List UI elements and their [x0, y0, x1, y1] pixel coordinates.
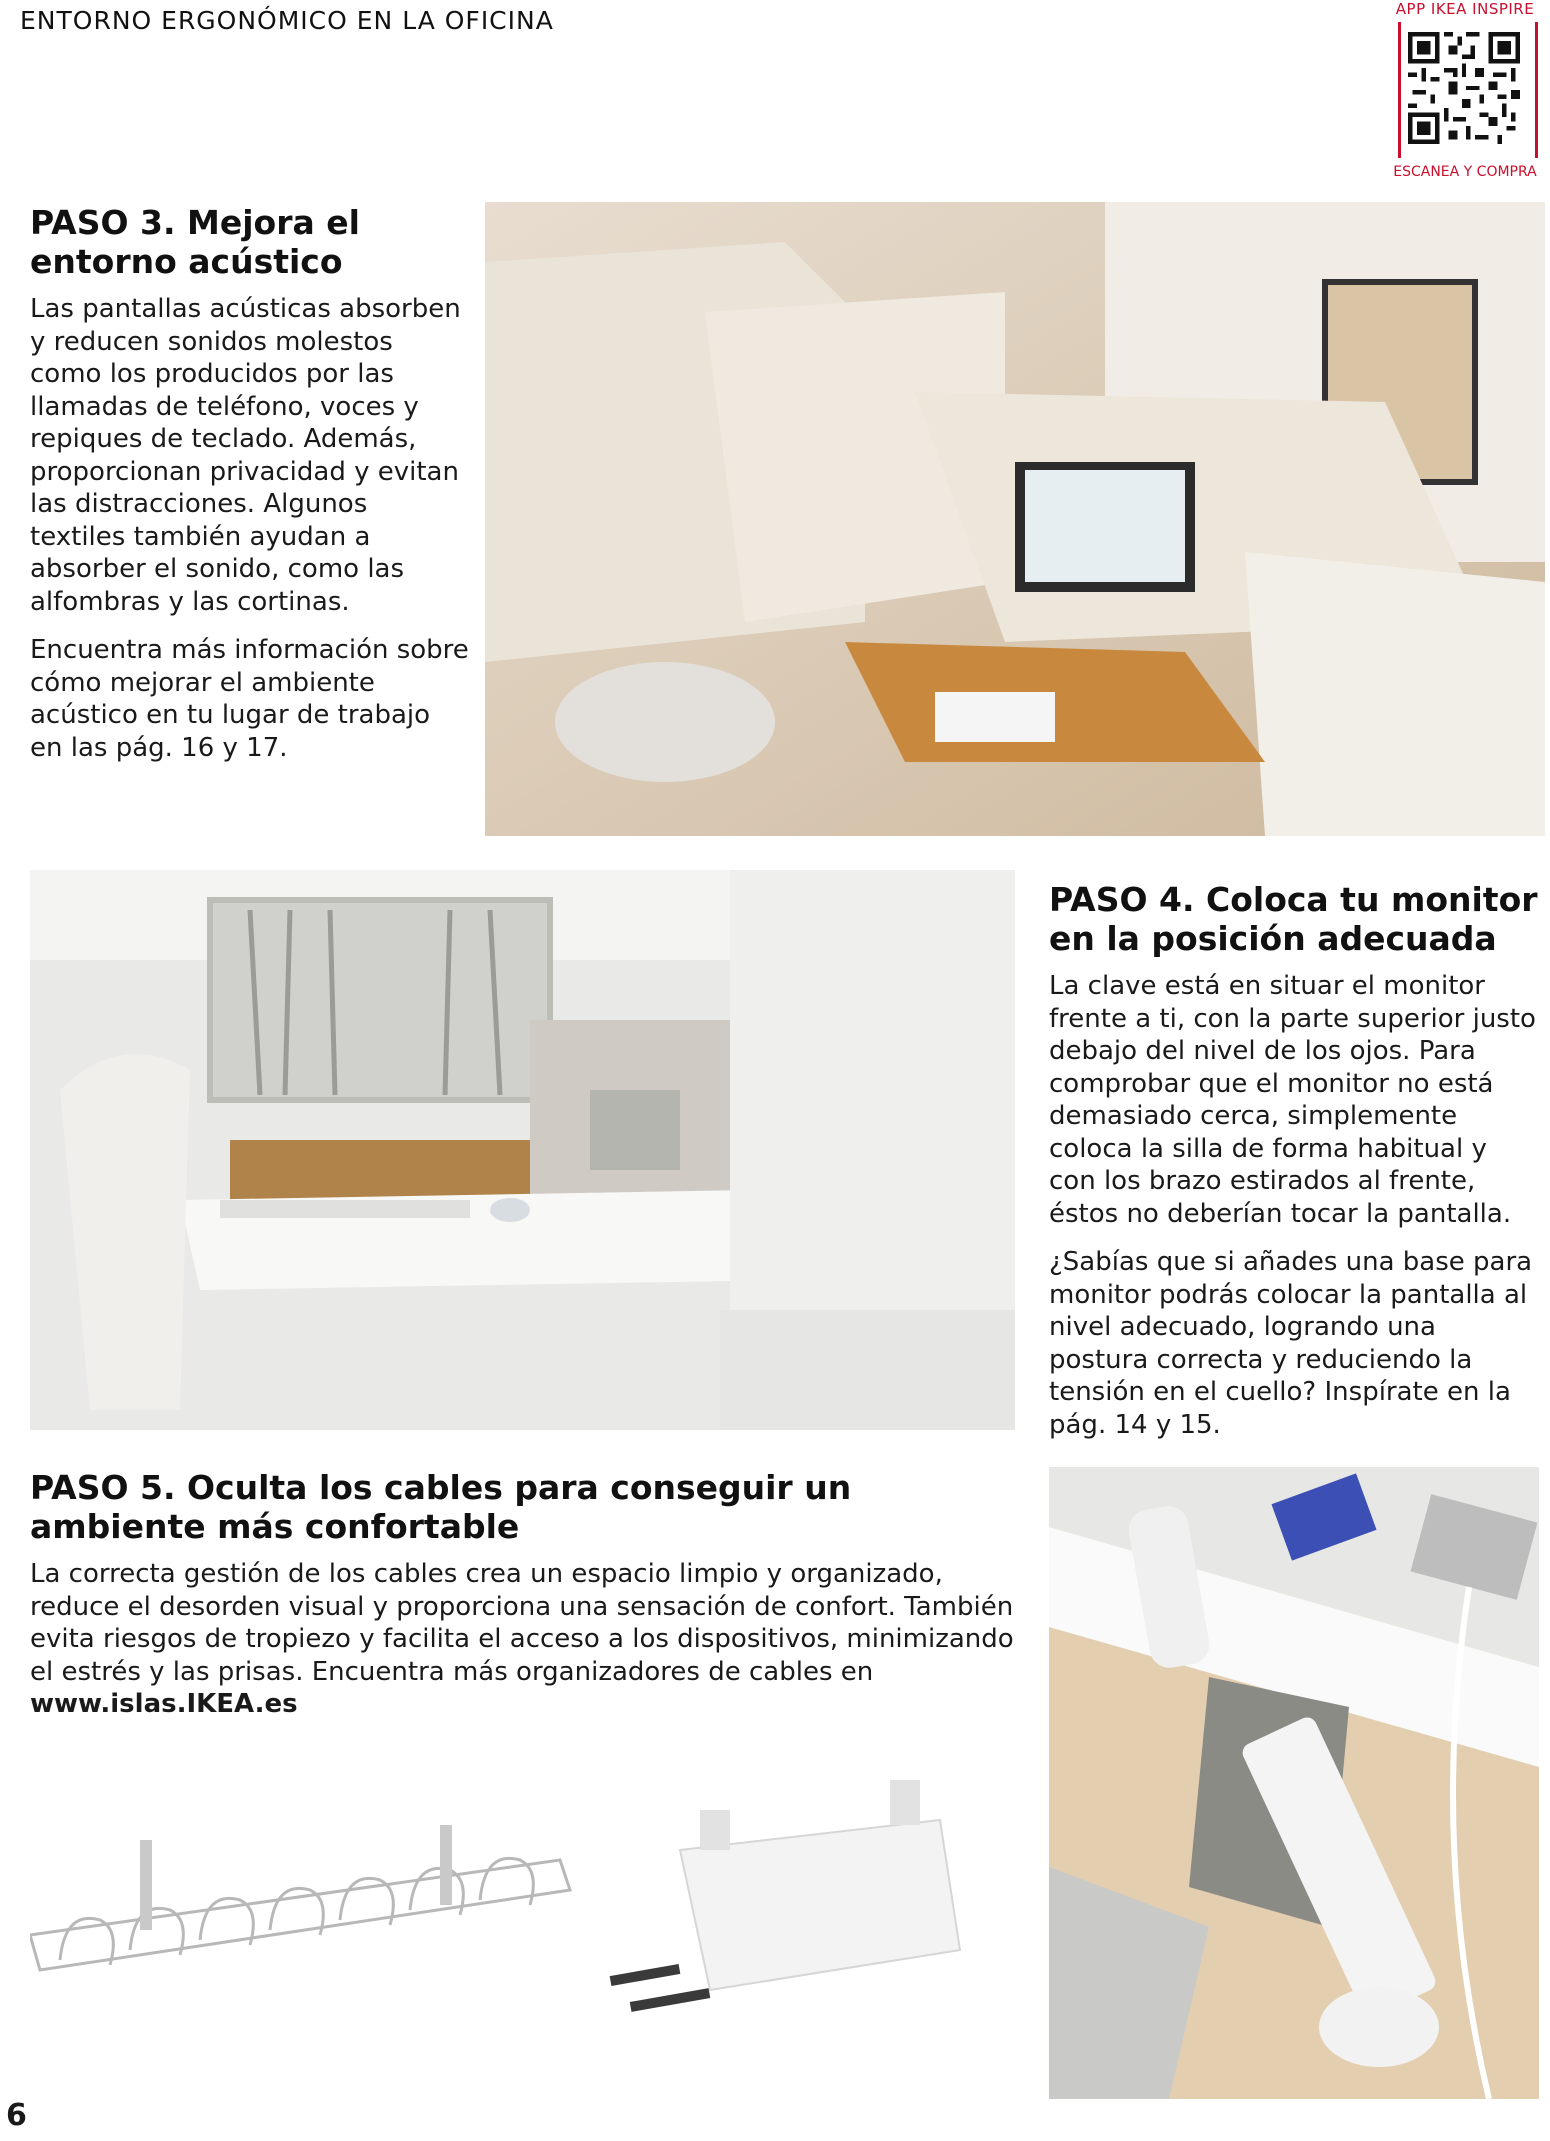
qr-bottom-label: ESCANEA Y COMPRA: [1393, 164, 1537, 180]
desk-monitor-photo: [30, 870, 1015, 1430]
cable-management-photo: [1049, 1467, 1539, 2099]
paso4-body: La clave está en situar el monitor frente a ti, con la parte superior justo debajo del nivel de los ojos. Para comprobar que el monitor no está demasiado cerca, simplemente coloca la silla de forma habitual y con los brazo estirados al frente, éstos no deberían tocar la pantalla.: [1049, 971, 1536, 1229]
paso3-title: PASO 3. Mejora el entorno acústico: [30, 203, 360, 281]
qr-top-label: APP IKEA INSPIRE: [1395, 0, 1535, 18]
paso4-title: PASO 4. Coloca tu monitor en la posición adecuada: [1049, 880, 1538, 958]
paso5-section: [30, 1468, 1030, 1721]
qr-block[interactable]: [1390, 0, 1540, 182]
paso4-tip: ¿Sabías que si añades una base para monitor podrás colocar la pantalla al nivel adecuado, logrando una postura correcta y reduciendo la tensión en el cuello? Inspírate en la pág. 14 y 15.: [1049, 1247, 1533, 1440]
cable-basket-product-image: [30, 1820, 590, 1980]
paso5-body: La correcta gestión de los cables crea un espacio limpio y organizado, reduce el desorden visual y proporciona una sensación de confort. También evita riesgos de tropiezo y facilita el acceso a los dispositivos, minimizando el estrés y las prisas. Encuentra más organizadores de cables en www.islas.IKEA.es: [30, 1559, 1014, 1719]
paso4-section: [1049, 880, 1539, 1441]
page-number: 6: [6, 2098, 27, 2133]
cable-box-product-image: [600, 1770, 1000, 2020]
paso5-title: PASO 5. Oculta los cables para conseguir un ambiente más confortable: [30, 1468, 852, 1546]
acoustic-office-photo: [485, 202, 1545, 836]
paso3-section: [30, 203, 470, 764]
qr-code-icon[interactable]: [1408, 32, 1520, 144]
ikea-website-link[interactable]: www.islas.IKEA.es: [30, 1689, 298, 1719]
section-header: ENTORNO ERGONÓMICO EN LA OFICINA: [20, 6, 554, 35]
paso3-more-info: Encuentra más información sobre cómo mejorar el ambiente acústico en tu lugar de trabajo en las pág. 16 y 17.: [30, 635, 469, 763]
paso3-body: Las pantallas acústicas absorben y reducen sonidos molestos como los producidos por las llamadas de teléfono, voces y repiques de teclado. Además, proporcionan privacidad y evitan las distracciones. Algunos textiles también ayudan a absorber el sonido, como las alfombras y las cortinas.: [30, 294, 461, 617]
